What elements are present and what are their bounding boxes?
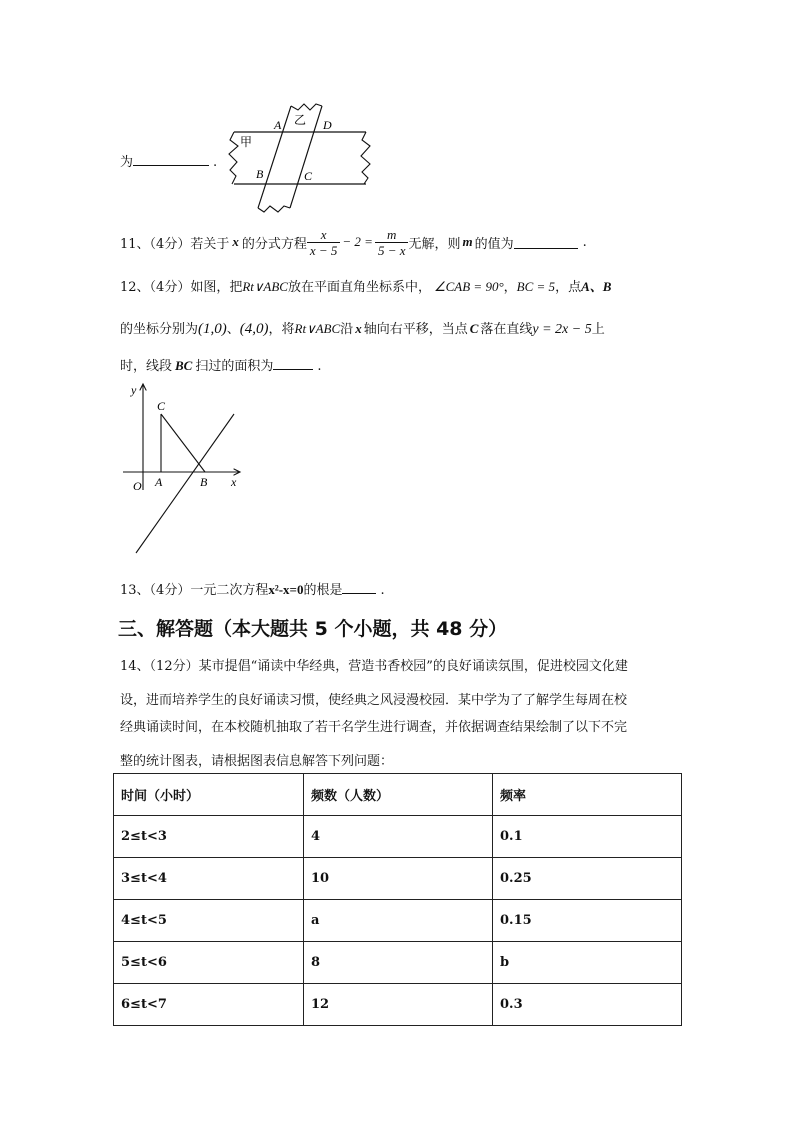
q11-frac1-denominator: x − 5 (309, 242, 338, 258)
q12-line-1 (120, 276, 611, 295)
frequency-table (113, 773, 682, 1026)
q10-answer-blank[interactable] (133, 153, 209, 166)
strip-jia-right-break (361, 132, 370, 184)
q12-text: 上 (591, 322, 605, 337)
axis-label-x: x (231, 475, 237, 489)
line-y-2x-5 (136, 414, 234, 553)
table-row (114, 900, 682, 942)
q12-points-ab: A、B (581, 279, 612, 294)
q11-frac2-numerator: m (375, 227, 409, 243)
q12-text: 轴向右平移，当点 (363, 322, 468, 337)
q11-prefix: 11、（4分）若关于 (120, 236, 230, 252)
q12-line-3 (120, 355, 322, 374)
q12-text: 时，线段 (120, 359, 173, 374)
q13-answer-blank[interactable] (342, 581, 376, 594)
q11-period: . (582, 234, 587, 250)
q12-angle-cab: ∠CAB = 90° (433, 279, 504, 294)
axis-label-y: y (131, 383, 137, 397)
table-header-cell: 时间（小时） (114, 774, 304, 816)
q11-after: 无解，则 (408, 236, 461, 252)
q11-frac1-numerator: x (307, 227, 341, 243)
table-cell: 5≤t<6 (114, 942, 304, 984)
q10-answer-line (120, 151, 217, 170)
table-cell: 0.1 (493, 816, 682, 858)
q14-line-3: 经典诵读时间，在本校随机抽取了若干名学生进行调查，并依据调查结果绘制了以下不完 (120, 720, 628, 735)
table-header-cell: 频率 (493, 774, 682, 816)
q11-fraction-1 (307, 227, 341, 258)
q11-line (120, 224, 587, 260)
point-label-b: B (256, 167, 264, 181)
q11-end: 的值为 (474, 236, 514, 252)
q12-rt-abc: Rt∨ABC (242, 279, 288, 294)
point-label-c: C (157, 399, 166, 413)
table-cell: 3≤t<4 (114, 858, 304, 900)
table-cell: a (304, 900, 493, 942)
q12-text: ， (503, 280, 517, 295)
q11-answer-blank[interactable] (514, 236, 578, 249)
point-label-c: C (304, 169, 313, 183)
q13-equation: x²-x=0 (268, 582, 304, 597)
q12-text: 、 (226, 322, 240, 337)
q12-answer-blank[interactable] (273, 357, 313, 370)
q13-suffix: 的根是 (303, 583, 343, 598)
q12-text: 落在直线 (480, 322, 533, 337)
q10-prefix: 为 (120, 155, 134, 170)
q13-line (120, 579, 385, 598)
point-label-a: A (155, 475, 163, 489)
table-row (114, 984, 682, 1026)
q12-coord-a: (1,0) (198, 321, 227, 337)
table-cell: 6≤t<7 (114, 984, 304, 1026)
q14-line-2: 设，进而培养学生的良好诵读习惯，使经典之风浸漫校园．某中学为了了解学生每周在校 (120, 693, 628, 708)
q12-point-c: C (469, 321, 479, 336)
table-cell: 12 (304, 984, 493, 1026)
table-header-row (114, 774, 682, 816)
strip-yi-bottom-break (258, 206, 290, 212)
table-cell: b (493, 942, 682, 984)
table-cell: 10 (304, 858, 493, 900)
q13-period: . (380, 583, 385, 598)
q12-text: 放在平面直角坐标系中， (287, 280, 431, 295)
table-cell: 2≤t<3 (114, 816, 304, 858)
q12-coord-b: (4,0) (239, 321, 269, 337)
label-jia: 甲 (240, 135, 253, 149)
q12-figure (118, 378, 250, 560)
table-header-cell: 频数（人数） (304, 774, 493, 816)
q14-line-4: 整的统计图表，请根据图表信息解答下列问题： (120, 754, 394, 769)
q10-period: . (213, 155, 218, 170)
table-cell: 0.15 (493, 900, 682, 942)
q12-line-2 (120, 318, 605, 338)
point-label-d: D (323, 118, 332, 132)
q12-text: 沿 (340, 322, 354, 337)
q12-text: 的坐标分别为 (120, 322, 199, 337)
q11-mid: 的分式方程 (241, 236, 307, 252)
q11-minus-two: − 2 = (342, 234, 373, 249)
q12-text: ，点 (555, 280, 582, 295)
q11-fraction-2 (375, 227, 409, 258)
q12-x-axis: x (355, 321, 362, 336)
q11-var-m: m (462, 234, 473, 249)
q14-line-1: 14、（12分）某市提倡“诵读中华经典，营造书香校园”的良好诵读氛围，促进校园文化建 (120, 659, 628, 674)
table-cell: 4 (304, 816, 493, 858)
table-cell: 0.3 (493, 984, 682, 1026)
q13-prefix: 13、（4分）一元二次方程 (120, 583, 269, 598)
q12-text: ，将 (268, 322, 295, 337)
origin-label: O (133, 479, 142, 493)
strip-jia-left-break (229, 132, 238, 184)
q12-period: . (317, 359, 322, 374)
table-row (114, 858, 682, 900)
table-row (114, 942, 682, 984)
table-row (114, 816, 682, 858)
table-cell: 8 (304, 942, 493, 984)
point-label-a: A (274, 118, 282, 132)
point-label-b: B (200, 475, 208, 489)
q10-figure (222, 100, 382, 218)
q12-segment-bc: BC (175, 358, 193, 373)
q11-frac2-denominator: 5 − x (377, 242, 406, 258)
q12-bc-length: BC = 5 (516, 279, 556, 294)
q12-rt-abc-2: Rt∨ABC (294, 321, 341, 336)
label-yi: 乙 (294, 113, 307, 127)
q12-text: 扫过的面积为 (195, 359, 274, 374)
q11-var-x: x (232, 234, 239, 249)
q12-line-equation: y = 2x − 5 (532, 322, 592, 337)
segment-cb (161, 414, 205, 472)
section-heading: 三、解答题（本大题共 5 个小题，共 48 分） (118, 618, 508, 640)
strip-yi-top-break (291, 104, 322, 110)
table-cell: 0.25 (493, 858, 682, 900)
table-cell: 4≤t<5 (114, 900, 304, 942)
q12-text: 12、（4分）如图，把 (120, 280, 243, 295)
